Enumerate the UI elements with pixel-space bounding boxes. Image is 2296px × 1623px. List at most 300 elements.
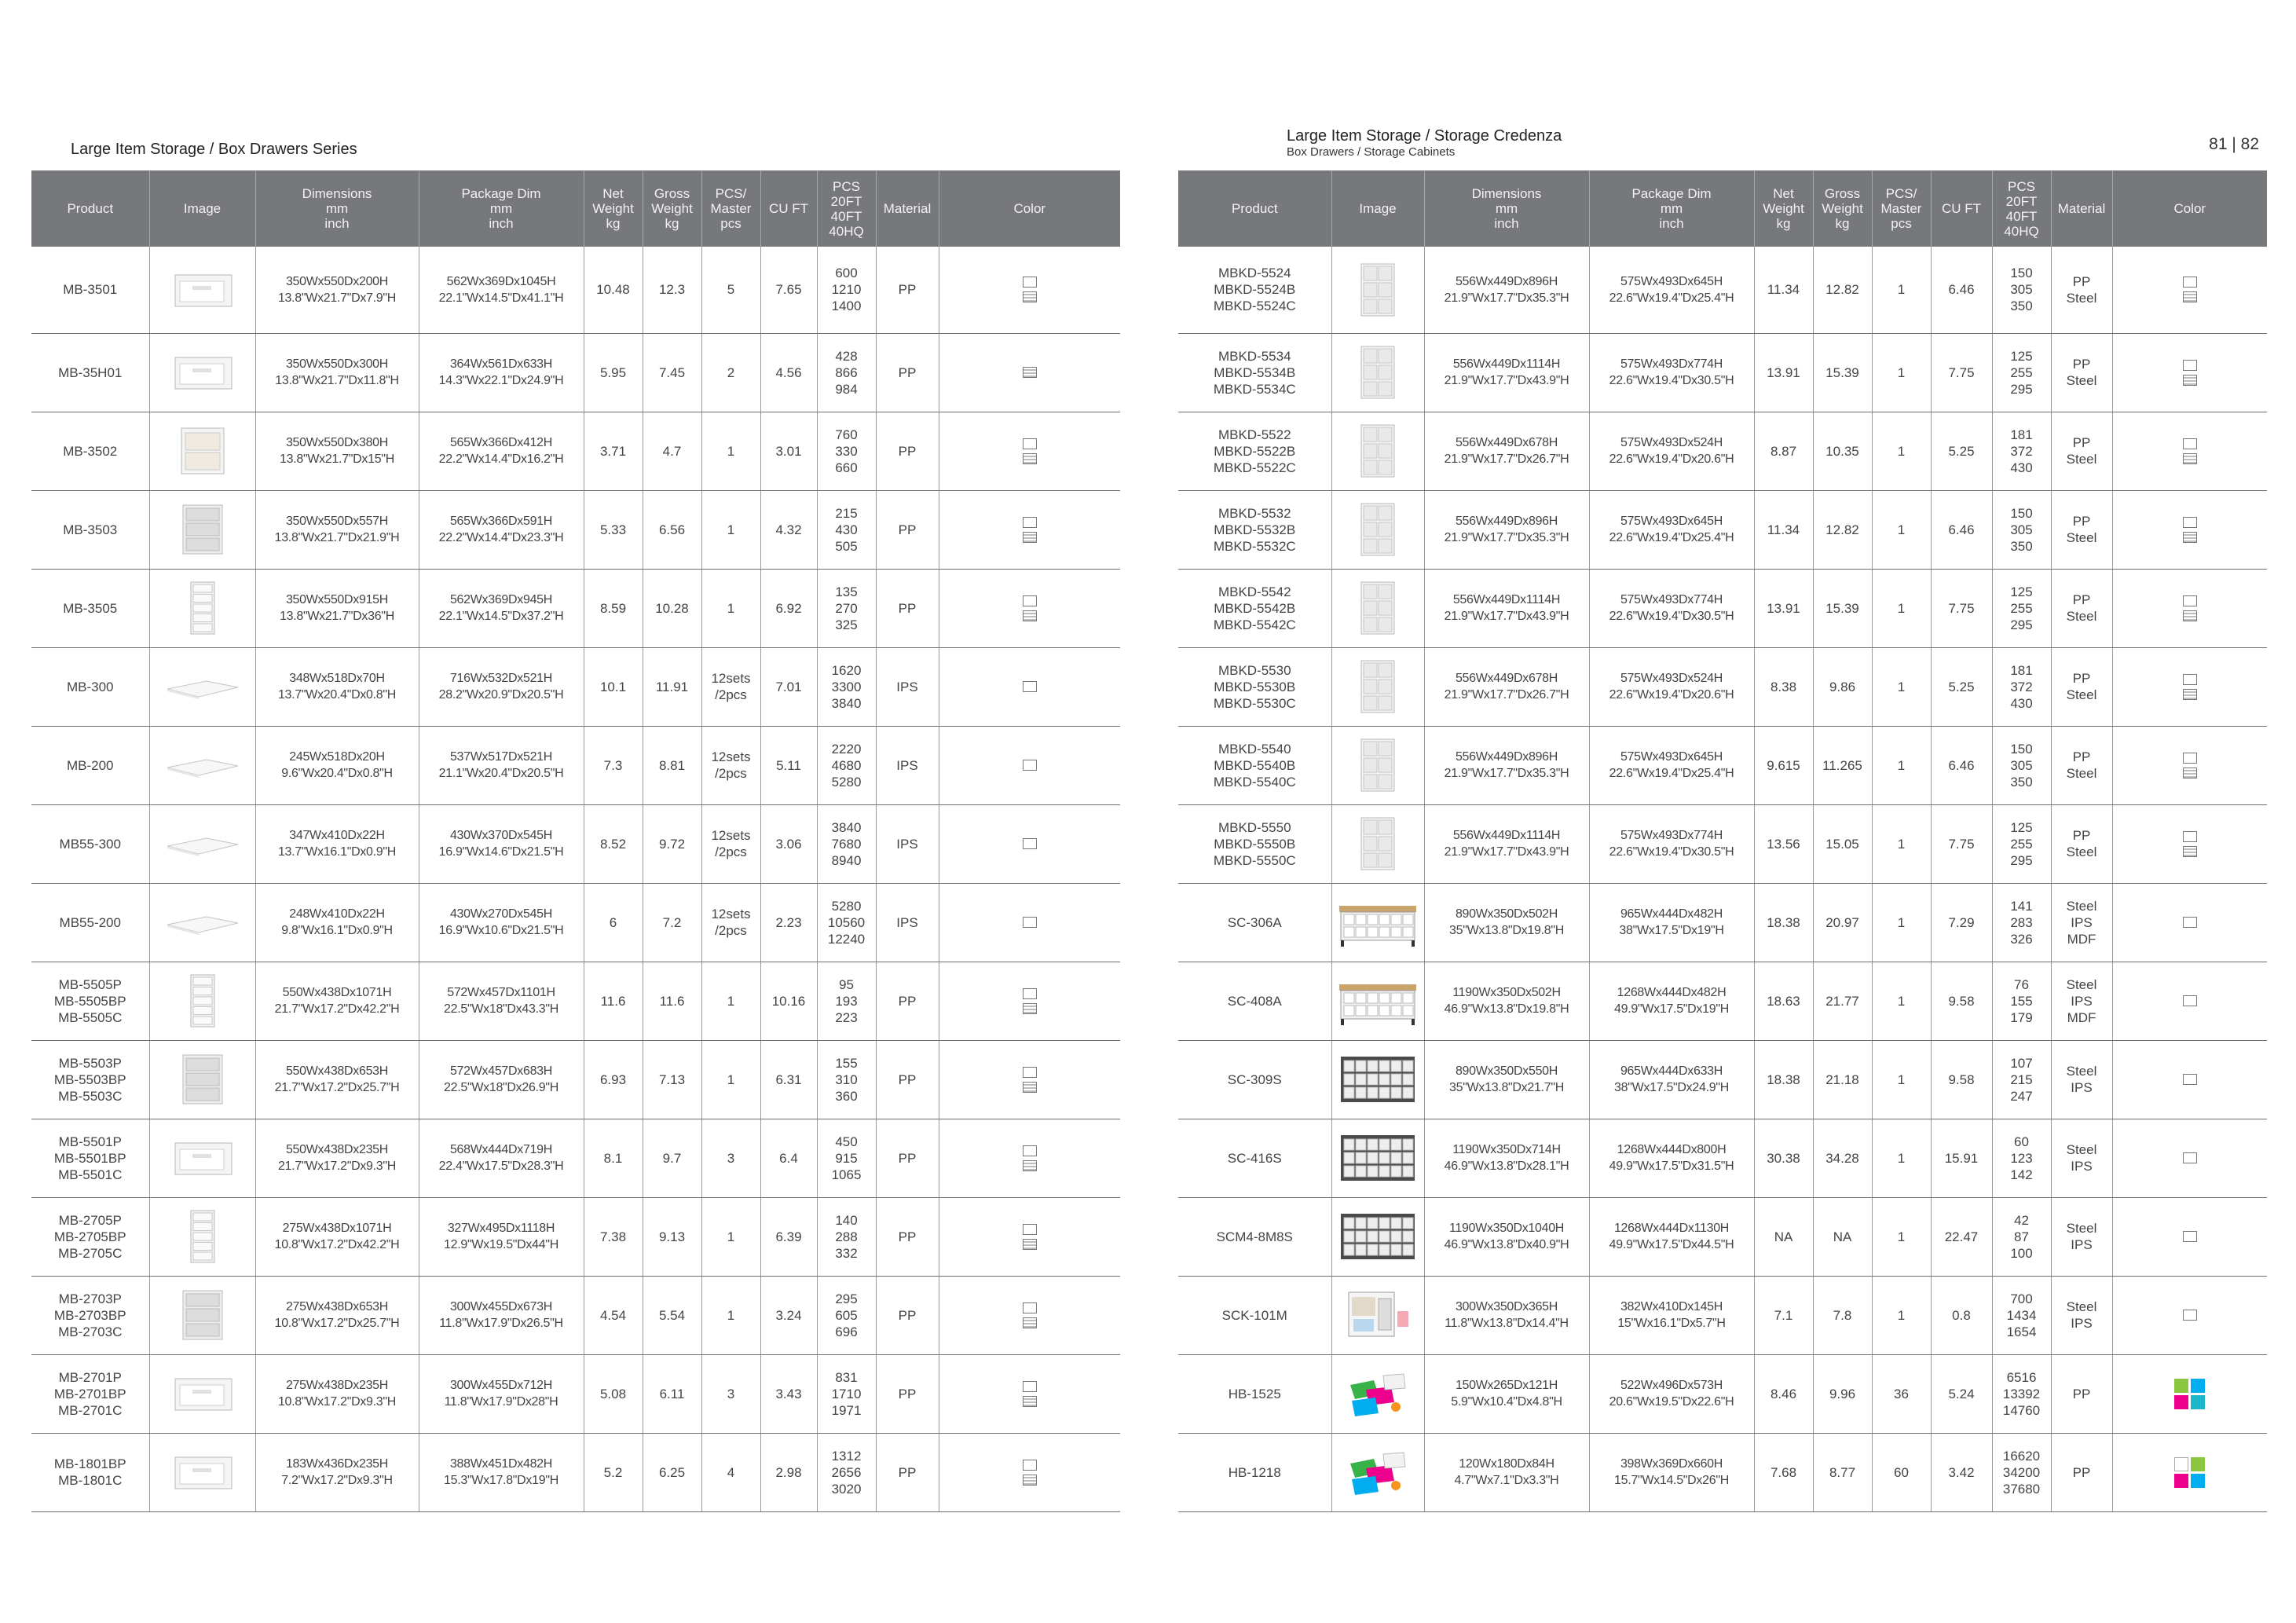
package-dim-cell: [1589, 490, 1754, 569]
color-swatch-white: [2183, 1231, 2197, 1242]
product-line: MB-5503BP: [53, 1072, 126, 1087]
image-cell: [1331, 569, 1424, 647]
dimensions-line: 150Wx265Dx121H: [1455, 1379, 1558, 1392]
header-container-load-line: 40HQ: [829, 223, 864, 239]
header-gross-weight-line: Weight: [651, 201, 693, 216]
gross-weight-cell: [643, 804, 701, 883]
image-cell: [149, 1354, 255, 1433]
pcs-master-cell: [1872, 726, 1931, 804]
header-cu-ft: [760, 170, 817, 247]
color-cell: [939, 1433, 1120, 1511]
product-cell: [1178, 804, 1331, 883]
net-weight-line: 6: [609, 914, 617, 930]
color-cell: [2112, 804, 2267, 883]
package-dim-line: 16.9"Wx10.6"Dx21.5"H: [438, 924, 564, 937]
color-swatch-grey: [2183, 689, 2197, 700]
pcs-master-cell: [1872, 1354, 1931, 1433]
package-dim-line: 300Wx455Dx712H: [449, 1379, 553, 1392]
image-cell: [149, 883, 255, 962]
container-load-line: 5280: [831, 774, 862, 790]
image-cell: [149, 333, 255, 412]
container-load-line: 270: [835, 600, 858, 616]
dimensions-line: 13.8"Wx21.7"Dx21.9"H: [274, 531, 400, 544]
product-image-drawer-cabinet: [1335, 345, 1421, 400]
dimensions-line: 21.7"Wx17.2"Dx42.2"H: [274, 1002, 400, 1016]
color-swatch-white: [1023, 1145, 1037, 1156]
color-cell: [2112, 569, 2267, 647]
product-line: MB-300: [66, 679, 114, 694]
color-swatch-grey: [1023, 291, 1037, 302]
package-dim-line: 22.6"Wx19.4"Dx20.6"H: [1609, 452, 1734, 466]
net-weight-cell: [1754, 1197, 1813, 1276]
gross-weight-line: 15.05: [1825, 836, 1859, 852]
package-dim-line: 11.8"Wx17.9"Dx26.5"H: [439, 1317, 563, 1330]
image-cell: [149, 804, 255, 883]
pcs-master-cell: [1872, 247, 1931, 333]
container-load-line: 600: [835, 266, 858, 281]
package-dim-cell: [1589, 883, 1754, 962]
header-color-line: Color: [1013, 201, 1046, 216]
product-line: MB-2703P: [58, 1291, 122, 1306]
net-weight-line: 5.95: [599, 365, 627, 380]
package-dim-line: 49.9"Wx17.5"Dx31.5"H: [1609, 1160, 1734, 1173]
material-line: PP: [2072, 514, 2091, 529]
cu-ft-cell: [1931, 883, 1992, 962]
package-dim-line: 22.1"Wx14.5"Dx37.2"H: [438, 610, 564, 623]
material-line: PP: [2072, 671, 2091, 686]
pcs-master-line: 36: [1894, 1386, 1909, 1401]
net-weight-cell: [1754, 1276, 1813, 1354]
gross-weight-line: 11.265: [1822, 757, 1862, 773]
header-pcs-master-line: pcs: [1891, 216, 1912, 231]
cu-ft-cell: [1931, 247, 1992, 333]
gross-weight-line: 7.8: [1833, 1307, 1852, 1323]
container-load-line: 288: [835, 1229, 858, 1244]
product-line: MB-5501C: [58, 1167, 123, 1182]
container-load-line: 866: [835, 365, 858, 380]
package-dim-cell: [419, 1433, 584, 1511]
package-dim-cell: [1589, 412, 1754, 490]
dimensions-cell: [1424, 726, 1589, 804]
color-cell: [939, 247, 1120, 333]
material-cell: [876, 647, 939, 726]
container-load-cell: [1992, 333, 2051, 412]
cu-ft-line: 3.01: [775, 443, 802, 459]
container-load-cell: [817, 804, 876, 883]
gross-weight-cell: [643, 1040, 701, 1119]
color-swatch-white: [2183, 438, 2197, 449]
material-cell: [2051, 962, 2112, 1040]
page-numbers: 81 | 82: [2209, 135, 2259, 153]
dimensions-cell: [1424, 647, 1589, 726]
container-load-line: 430: [835, 522, 858, 537]
package-dim-line: 575Wx493Dx524H: [1620, 672, 1723, 685]
header-dimensions-line: mm: [325, 201, 349, 216]
header-dimensions-line: mm: [1495, 201, 1518, 216]
header-dimensions-line: Dimensions: [1471, 186, 1542, 201]
table-row: [1178, 1119, 2267, 1197]
product-line: MBKD-5542: [1218, 584, 1291, 599]
dimensions-cell: [1424, 962, 1589, 1040]
package-dim-line: 522Wx496Dx573H: [1620, 1379, 1723, 1392]
dimensions-cell: [1424, 412, 1589, 490]
color-swatch-white: [1023, 1302, 1037, 1313]
container-load-cell: [1992, 1119, 2051, 1197]
gross-weight-line: 7.45: [658, 365, 686, 380]
dimensions-line: 21.9"Wx17.7"Dx43.9"H: [1444, 845, 1569, 859]
material-line: Steel: [2066, 844, 2097, 859]
package-dim-line: 22.4"Wx17.5"Dx28.3"H: [438, 1160, 564, 1173]
product-cell: [31, 1119, 149, 1197]
header-container-load: [817, 170, 876, 247]
package-dim-line: 15"Wx16.1"Dx5.7"H: [1617, 1317, 1726, 1330]
gross-weight-cell: [1813, 726, 1872, 804]
material-line: PP: [898, 282, 917, 298]
pcs-master-line: 1: [1897, 1150, 1906, 1166]
image-cell: [149, 1197, 255, 1276]
dimensions-line: 1190Wx350Dx714H: [1452, 1143, 1561, 1156]
package-dim-line: 11.8"Wx17.9"Dx28"H: [444, 1395, 558, 1409]
dimensions-line: 10.8"Wx17.2"Dx9.3"H: [277, 1395, 397, 1409]
product-line: MBKD-5534B: [1214, 365, 1296, 380]
dimensions-line: 13.8"Wx21.7"Dx11.8"H: [275, 374, 399, 387]
container-load-line: 3840: [831, 819, 862, 835]
material-line: PP: [2072, 273, 2091, 289]
product-line: MBKD-5524: [1218, 266, 1291, 281]
color-cell: [2112, 1276, 2267, 1354]
gross-weight-line: 9.86: [1829, 679, 1856, 694]
pcs-master-line: 12sets: [711, 828, 751, 843]
net-weight-cell: [584, 962, 643, 1040]
product-line: MB55-300: [59, 836, 121, 852]
material-cell: [876, 247, 939, 333]
image-cell: [1331, 1354, 1424, 1433]
pcs-master-cell: [1872, 1040, 1931, 1119]
gross-weight-line: 12.3: [658, 282, 686, 298]
dimensions-line: 21.7"Wx17.2"Dx9.3"H: [277, 1160, 397, 1173]
color-swatch-white: [1023, 1067, 1037, 1078]
pcs-master-cell: [1872, 1276, 1931, 1354]
container-load-cell: [817, 1433, 876, 1511]
dimensions-cell: [1424, 1197, 1589, 1276]
dimensions-cell: [255, 883, 419, 962]
image-cell: [1331, 490, 1424, 569]
package-dim-line: 430Wx370Dx545H: [449, 829, 553, 842]
container-load-line: 150: [2010, 266, 2033, 281]
material-line: Steel: [2066, 373, 2097, 388]
dimensions-line: 1190Wx350Dx1040H: [1448, 1222, 1565, 1235]
cu-ft-cell: [760, 569, 817, 647]
material-line: PP: [898, 1150, 917, 1166]
material-cell: [2051, 1433, 2112, 1511]
container-load-line: 1971: [831, 1402, 862, 1418]
product-image-drawer-cabinet: [1335, 738, 1421, 793]
left-page-title: Large Item Storage / Box Drawers Series: [71, 141, 357, 158]
pcs-master-cell: [701, 1354, 760, 1433]
product-line: MB55-200: [59, 914, 121, 930]
container-load-cell: [817, 726, 876, 804]
container-load-cell: [817, 333, 876, 412]
cu-ft-cell: [760, 1276, 817, 1354]
dimensions-line: 550Wx438Dx653H: [285, 1064, 389, 1078]
net-weight-cell: [1754, 962, 1813, 1040]
net-weight-line: 9.615: [1767, 757, 1800, 773]
package-dim-line: 22.6"Wx19.4"Dx25.4"H: [1609, 531, 1734, 544]
material-line: Steel: [2066, 290, 2097, 306]
material-line: Steel: [2066, 1299, 2097, 1314]
product-line: MB-5505C: [58, 1009, 123, 1025]
package-dim-line: 49.9"Wx17.5"Dx19"H: [1614, 1002, 1729, 1016]
product-line: MB-3503: [63, 522, 118, 537]
product-line: MB-2705C: [58, 1245, 123, 1261]
product-image-three-drawer-box: [159, 1288, 246, 1343]
container-load-line: 3840: [831, 695, 862, 711]
product-line: MBKD-5540B: [1214, 757, 1296, 773]
container-load-line: 12240: [827, 931, 866, 947]
header-pcs-master: [701, 170, 760, 247]
image-cell: [1331, 1276, 1424, 1354]
container-load-cell: [1992, 569, 2051, 647]
package-dim-line: 28.2"Wx20.9"Dx20.5"H: [438, 688, 564, 702]
material-cell: [2051, 490, 2112, 569]
container-load-line: 255: [2010, 836, 2033, 852]
color-swatch: [2174, 1474, 2188, 1488]
color-cell: [939, 726, 1120, 804]
container-load-line: 255: [2010, 600, 2033, 616]
table-row: [31, 647, 1120, 726]
package-dim-line: 575Wx493Dx524H: [1620, 436, 1723, 449]
dimensions-cell: [1424, 1354, 1589, 1433]
dimensions-line: 13.8"Wx21.7"Dx7.9"H: [277, 291, 397, 305]
material-line: Steel: [2066, 452, 2097, 467]
net-weight-cell: [584, 726, 643, 804]
product-line: MB-3501: [63, 282, 118, 298]
dimensions-line: 9.8"Wx16.1"Dx0.9"H: [281, 924, 393, 937]
image-cell: [1331, 647, 1424, 726]
header-gross-weight: [1813, 170, 1872, 247]
dimensions-cell: [255, 647, 419, 726]
container-load-cell: [1992, 490, 2051, 569]
image-cell: [149, 412, 255, 490]
pcs-master-cell: [701, 569, 760, 647]
net-weight-line: 18.63: [1767, 993, 1800, 1009]
dimensions-cell: [255, 1040, 419, 1119]
pcs-master-cell: [1872, 647, 1931, 726]
material-cell: [876, 726, 939, 804]
container-load-line: 37680: [2002, 1481, 2041, 1497]
dimensions-line: 550Wx438Dx235H: [285, 1143, 389, 1156]
net-weight-line: 8.38: [1770, 679, 1797, 694]
color-cell: [2112, 647, 2267, 726]
pcs-master-cell: [701, 1433, 760, 1511]
package-dim-line: 537Wx517Dx521H: [449, 750, 553, 764]
color-cell: [2112, 962, 2267, 1040]
product-line: MB-5503P: [58, 1055, 122, 1071]
dimensions-cell: [1424, 804, 1589, 883]
container-load-line: 60: [2014, 1134, 2029, 1149]
net-weight-cell: [584, 569, 643, 647]
color-swatch-white: [2183, 595, 2197, 606]
product-image-stack-bins: [1335, 1366, 1421, 1421]
pcs-master-cell: [701, 333, 760, 412]
product-image-flat-tray: [159, 738, 246, 793]
product-image-five-drawer-tower: [159, 973, 246, 1028]
pcs-master-cell: [1872, 1119, 1931, 1197]
image-cell: [149, 490, 255, 569]
dimensions-cell: [1424, 883, 1589, 962]
product-image-two-drawer-box: [159, 423, 246, 478]
product-line: MB-200: [66, 757, 114, 773]
net-weight-cell: [1754, 1040, 1813, 1119]
gross-weight-cell: [643, 883, 701, 962]
color-swatch-white: [1023, 595, 1037, 606]
product-image-drawer-cabinet: [1335, 423, 1421, 478]
pcs-master-line: 3: [727, 1150, 735, 1166]
cu-ft-line: 5.25: [1948, 443, 1975, 459]
pcs-master-line: /2pcs: [715, 844, 747, 859]
product-line: MB-1801C: [58, 1473, 123, 1488]
color-cell: [939, 569, 1120, 647]
container-load-line: 135: [835, 584, 858, 599]
color-swatch-grey: [1023, 610, 1037, 621]
cu-ft-line: 7.75: [1948, 365, 1975, 380]
net-weight-line: 5.2: [603, 1464, 623, 1480]
net-weight-line: 8.46: [1770, 1386, 1797, 1401]
gross-weight-line: 21.77: [1825, 993, 1859, 1009]
table-row: [31, 1433, 1120, 1511]
color-swatch-grey: [2183, 453, 2197, 464]
container-load-line: 1210: [831, 282, 862, 298]
material-line: PP: [2072, 828, 2091, 843]
product-line: MB-2703BP: [53, 1307, 126, 1323]
cu-ft-line: 3.43: [775, 1386, 802, 1401]
material-line: PP: [898, 1072, 917, 1087]
container-load-line: 350: [2010, 538, 2033, 554]
container-load-line: 142: [2010, 1167, 2033, 1182]
color-swatch-white: [1023, 760, 1037, 771]
dimensions-cell: [1424, 1119, 1589, 1197]
header-pcs-master-line: PCS/: [715, 186, 747, 201]
net-weight-line: 13.91: [1767, 600, 1800, 616]
material-cell: [876, 490, 939, 569]
dimensions-cell: [1424, 1276, 1589, 1354]
net-weight-cell: [1754, 333, 1813, 412]
package-dim-line: 22.5"Wx18"Dx26.9"H: [444, 1081, 558, 1094]
package-dim-line: 22.2"Wx14.4"Dx23.3"H: [438, 531, 564, 544]
header-material: [2051, 170, 2112, 247]
pcs-master-line: 1: [1897, 757, 1906, 773]
net-weight-cell: [584, 883, 643, 962]
product-cell: [31, 1040, 149, 1119]
container-load-cell: [1992, 1276, 2051, 1354]
product-line: MB-2703C: [58, 1324, 123, 1339]
header-package-dim-line: inch: [1659, 216, 1684, 231]
package-dim-line: 14.3"Wx22.1"Dx24.9"H: [438, 374, 564, 387]
product-cell: [1178, 1040, 1331, 1119]
color-cell: [939, 647, 1120, 726]
header-image: [149, 170, 255, 247]
dimensions-line: 890Wx350Dx502H: [1455, 907, 1558, 921]
product-line: MBKD-5542C: [1213, 617, 1296, 632]
package-dim-cell: [419, 1197, 584, 1276]
package-dim-cell: [1589, 247, 1754, 333]
net-weight-cell: [584, 647, 643, 726]
right-page-title: Large Item Storage / Storage Credenza: [1287, 127, 1562, 145]
dimensions-line: 7.2"Wx17.2"Dx9.3"H: [281, 1474, 393, 1487]
pcs-master-line: 1: [1897, 600, 1906, 616]
header-dimensions-line: inch: [324, 216, 350, 231]
cu-ft-line: 3.24: [775, 1307, 802, 1323]
cu-ft-line: 5.24: [1948, 1386, 1975, 1401]
material-cell: [876, 1354, 939, 1433]
header-net-weight-line: Weight: [592, 201, 634, 216]
material-line: IPS: [2071, 1237, 2093, 1252]
pcs-master-line: 1: [1897, 993, 1906, 1009]
pcs-master-line: 1: [727, 1072, 735, 1087]
product-image-credenza-wood-top: [1335, 973, 1421, 1028]
material-line: Steel: [2066, 609, 2097, 624]
color-swatch-white: [1023, 277, 1037, 288]
net-weight-line: 10.48: [596, 282, 630, 298]
table-row: [31, 726, 1120, 804]
package-dim-cell: [419, 1276, 584, 1354]
product-cell: [31, 1276, 149, 1354]
header-net-weight-line: Net: [602, 186, 624, 201]
package-dim-cell: [419, 333, 584, 412]
gross-weight-cell: [643, 247, 701, 333]
net-weight-line: 5.33: [599, 522, 627, 537]
gross-weight-cell: [1813, 1197, 1872, 1276]
container-load-cell: [1992, 883, 2051, 962]
container-load-line: 8940: [831, 852, 862, 868]
image-cell: [149, 962, 255, 1040]
image-cell: [149, 569, 255, 647]
net-weight-line: 8.59: [599, 600, 627, 616]
gross-weight-line: 9.7: [662, 1150, 682, 1166]
gross-weight-line: 15.39: [1825, 365, 1859, 380]
container-load-cell: [817, 1276, 876, 1354]
product-line: SC-408A: [1227, 993, 1282, 1009]
pcs-master-cell: [1872, 569, 1931, 647]
cu-ft-line: 2.23: [775, 914, 802, 930]
dimensions-line: 13.8"Wx21.7"Dx15"H: [280, 452, 394, 466]
dimensions-line: 21.9"Wx17.7"Dx26.7"H: [1444, 452, 1569, 466]
product-line: MBKD-5524C: [1213, 299, 1296, 314]
material-line: PP: [2072, 1386, 2091, 1401]
container-load-line: 6516: [2006, 1369, 2037, 1385]
pcs-master-cell: [701, 804, 760, 883]
gross-weight-line: 10.35: [1825, 443, 1859, 459]
product-cell: [31, 1433, 149, 1511]
product-cell: [1178, 883, 1331, 962]
gross-weight-line: 9.13: [658, 1229, 686, 1244]
pcs-master-line: 1: [1897, 522, 1906, 537]
color-swatch-grey: [1023, 453, 1037, 464]
color-swatch-white: [2183, 1152, 2197, 1163]
image-cell: [149, 1040, 255, 1119]
package-dim-line: 575Wx493Dx774H: [1620, 357, 1723, 371]
product-line: MB-5501P: [58, 1134, 122, 1149]
material-line: PP: [898, 1386, 917, 1401]
product-cell: [1178, 647, 1331, 726]
container-load-line: 372: [2010, 679, 2033, 694]
container-load-cell: [817, 490, 876, 569]
container-load-line: 305: [2010, 522, 2033, 537]
container-load-line: 255: [2010, 365, 2033, 380]
container-load-cell: [817, 647, 876, 726]
header-pcs-master-line: pcs: [720, 216, 742, 231]
dimensions-line: 556Wx449Dx896H: [1455, 274, 1558, 288]
